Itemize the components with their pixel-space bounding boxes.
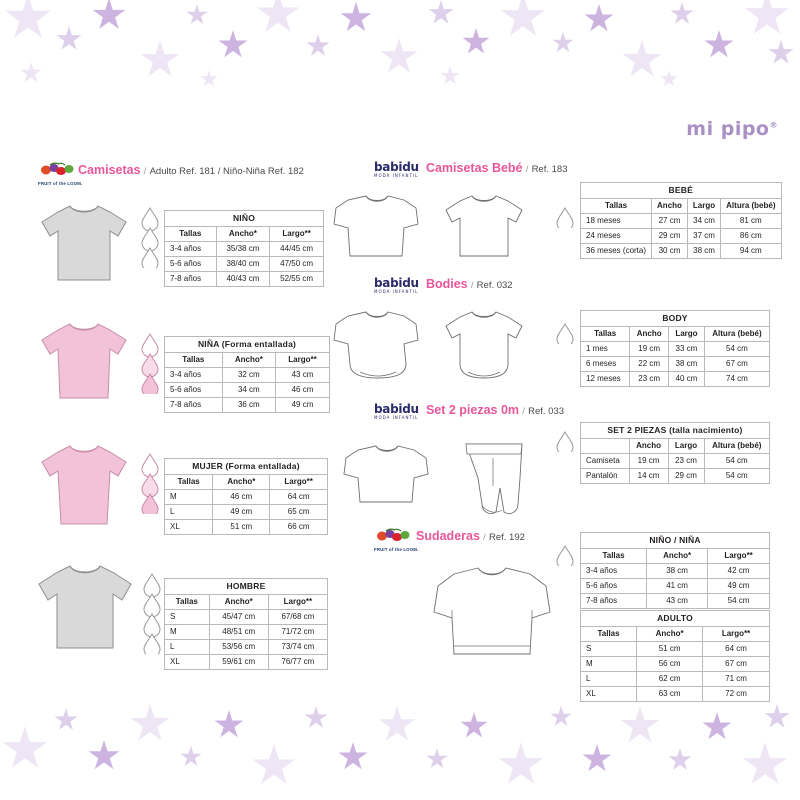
star-icon [186,4,208,26]
cell: 49 cm [708,578,770,593]
cell: 19 cm [629,453,668,468]
table-caption: MUJER (Forma entallada) [165,459,328,475]
column-header: Largo [668,438,704,453]
cell: 29 cm [668,468,704,483]
cell: 27 cm [652,213,688,228]
column-header: Largo** [270,226,324,241]
column-header: Tallas [581,198,652,213]
cell: 23 cm [630,371,669,386]
table-row [165,271,324,286]
cell: XL [165,654,210,669]
table-caption: BODY [581,311,770,327]
cell: 71/72 cm [268,624,327,639]
babidu-logo [374,276,419,294]
star-icon [584,4,614,34]
table-row [581,671,770,686]
column-header: Altura (bebé) [721,198,781,213]
babidu-name: babidu [374,402,419,416]
star-icon [4,0,52,42]
garment-illustration-tshirt-mujer [36,440,132,532]
section-subtitle: Ref. 183 [531,164,568,176]
section-title: Sudaderas [416,529,480,543]
table-row [165,609,328,624]
size-drop-icons-nina [140,332,160,394]
babidu-logo [374,160,419,178]
cell: 46 cm [213,489,270,504]
star-icon [140,40,180,80]
column-header: Ancho* [647,548,708,563]
section-title: Set 2 piezas 0m [425,403,520,418]
star-icon [704,30,734,60]
section-separator: / [525,164,529,176]
column-header: Largo [669,326,705,341]
cell: 47/50 cm [270,256,324,271]
table-row [581,656,770,671]
garment-illustration-sudadera [430,560,554,664]
column-header: Ancho* [213,474,270,489]
cell: 34 cm [222,382,275,397]
cell: L [165,639,210,654]
column-header: Tallas [165,594,210,609]
star-icon [340,2,372,34]
table-row [581,243,782,258]
decorative-star-band-top [0,0,800,110]
star-icon [622,40,662,80]
table-row [165,639,328,654]
cell: 32 cm [222,367,275,382]
cell: 7-8 años [581,593,647,608]
babidu-name: babidu [374,276,419,290]
cell: 81 cm [721,213,781,228]
column-header: Largo** [268,594,327,609]
section-heading-set2 [374,402,564,420]
cell: 33 cm [669,341,705,356]
cell: 7-8 años [165,271,217,286]
section-separator: / [483,532,486,543]
garment-illustration-camiseta-bebe-corta [438,190,530,264]
section-heading-sudaderas [416,529,525,543]
table-caption: HOMBRE [165,579,328,595]
column-header: Altura (bebé) [704,438,769,453]
table-row [581,468,770,483]
cell: 24 meses [581,228,652,243]
cell: 19 cm [630,341,669,356]
cell: XL [165,519,213,534]
star-icon [500,0,546,40]
star-icon [2,726,48,772]
cell: 23 cm [668,453,704,468]
garment-illustration-camiseta-bebe-larga [330,190,426,264]
cell: 86 cm [721,228,781,243]
cell: 3-4 años [165,241,217,256]
size-table-sudadera-nino-nina [580,532,770,609]
table-row [581,686,770,701]
cell: M [581,656,637,671]
table-row [581,453,770,468]
star-icon [702,712,732,742]
star-icon [764,704,790,730]
column-header: Ancho* [209,594,268,609]
table-caption: ADULTO [581,611,770,627]
star-icon [200,70,218,88]
size-drop-icons-nino [140,206,160,268]
table-caption: NIÑO [165,211,324,227]
column-header: Tallas [165,474,213,489]
section-separator: / [143,166,147,177]
cell: 67 cm [703,656,770,671]
star-icon [256,0,300,36]
cell: 36 cm [222,397,275,412]
section-title: Camisetas Bebé [425,161,523,176]
fruit-logo-text: FRUIT of the LOOM. [374,547,419,552]
cell: 64 cm [270,489,328,504]
cell: 40 cm [669,371,705,386]
cell: 52/55 cm [270,271,324,286]
cell: 73/74 cm [268,639,327,654]
garment-illustration-body-manga-larga [330,306,426,384]
cell: 46 cm [276,382,330,397]
star-icon [380,38,418,76]
cell: 65 cm [270,504,328,519]
star-icon [56,26,82,52]
cell: 48/51 cm [209,624,268,639]
table-row [165,654,328,669]
cell: 41 cm [647,578,708,593]
size-table-nina [164,336,330,413]
cell: M [165,624,210,639]
star-icon [426,748,448,770]
star-icon [92,0,126,32]
cell: 53/56 cm [209,639,268,654]
brand-name: mi pipo [686,118,770,140]
cell: 49 cm [213,504,270,519]
section-separator: / [522,406,525,418]
cell: 66 cm [270,519,328,534]
star-icon [130,704,170,744]
column-header: Ancho [629,438,668,453]
column-header [581,438,630,453]
cell: 30 cm [652,243,688,258]
cell: L [165,504,213,519]
cell: 72 cm [703,686,770,701]
table-caption: NIÑA (Forma entallada) [165,337,330,353]
cell: 54 cm [708,593,770,608]
cell: 62 cm [637,671,703,686]
star-icon [214,710,244,740]
size-drop-icons-hombre [142,572,162,654]
cell: 43 cm [276,367,330,382]
table-row [165,397,330,412]
column-header: Tallas [581,626,637,641]
babidu-tagline: MODA INFANTIL [374,173,419,178]
babidu-tagline: MODA INFANTIL [374,415,419,420]
table-row [581,578,770,593]
cell: 5-6 años [165,256,217,271]
size-table-nino [164,210,324,287]
section-title: Bodies [425,277,468,292]
column-header: Tallas [581,326,630,341]
cell: 7-8 años [165,397,223,412]
column-header: Largo** [708,548,770,563]
table-caption: SET 2 PIEZAS (talla nacimiento) [581,423,770,439]
cell: S [165,609,210,624]
table-row [165,241,324,256]
table-row [165,256,324,271]
cell: 14 cm [629,468,668,483]
section-heading-bodies [374,276,513,294]
table-row [165,504,328,519]
cell: 44/45 cm [270,241,324,256]
size-table-bebe [580,182,782,259]
garment-illustration-body-manga-corta [438,306,530,384]
table-caption: BEBÉ [581,183,782,199]
cell: 40/43 cm [216,271,270,286]
section-heading-camisetas-bebe [374,160,567,178]
column-header: Ancho [630,326,669,341]
column-header: Largo** [270,474,328,489]
star-icon [498,742,544,788]
babidu-logo [374,402,419,420]
star-icon [552,32,574,54]
fruit-logo-text: FRUIT of the LOOM. [38,181,83,186]
size-table-set2 [580,422,770,484]
star-icon [582,744,612,774]
cell: Camiseta [581,453,630,468]
star-icon [20,62,42,84]
table-row [581,356,770,371]
star-icon [670,2,694,26]
cell: 54 cm [704,453,769,468]
table-row [581,371,770,386]
size-table-hombre [164,578,328,670]
column-header: Tallas [165,226,217,241]
star-icon [378,706,416,744]
cell: 34 cm [687,213,720,228]
cell: 67/68 cm [268,609,327,624]
cell: 38 cm [647,563,708,578]
column-header: Largo [687,198,720,213]
column-header: Largo** [276,352,330,367]
star-icon [460,712,488,740]
star-icon [440,66,460,86]
column-header: Ancho [652,198,688,213]
star-icon [550,706,572,728]
size-drop-icons-set2 [556,430,574,452]
star-icon [768,40,794,66]
cell: 64 cm [703,641,770,656]
cell: XL [581,686,637,701]
star-icon [620,706,660,746]
garment-illustration-tshirt-hombre [34,560,138,656]
cell: 35/38 cm [216,241,270,256]
cell: 12 meses [581,371,630,386]
garment-illustration-set2-pantalon [452,438,536,524]
cell: Pantalón [581,468,630,483]
star-icon [742,742,788,788]
fruit-of-the-loom-logo-sudaderas [374,528,419,552]
cell: 71 cm [703,671,770,686]
cell: 38 cm [669,356,705,371]
star-icon [462,28,490,56]
cell: S [581,641,637,656]
cell: 36 meses (corta) [581,243,652,258]
column-header: Largo** [703,626,770,641]
cell: 6 meses [581,356,630,371]
table-row [581,641,770,656]
size-drop-icons-mujer [140,452,160,514]
fruit-berries-icon [38,162,80,175]
cell: 38/40 cm [216,256,270,271]
cell: 18 meses [581,213,652,228]
cell: 29 cm [652,228,688,243]
babidu-name: babidu [374,160,419,174]
fruit-of-the-loom-logo-camisetas [38,162,83,186]
cell: 5-6 años [165,382,223,397]
cell: 38 cm [687,243,720,258]
cell: 49 cm [276,397,330,412]
size-drop-icons-body [556,322,574,344]
table-row [581,593,770,608]
cell: 37 cm [687,228,720,243]
section-subtitle: Adulto Ref. 181 / Niño-Niña Ref. 182 [149,166,304,177]
cell: 51 cm [213,519,270,534]
cell: 5-6 años [581,578,647,593]
table-caption: NIÑO / NIÑA [581,533,770,549]
star-icon [54,708,78,732]
column-header: Tallas [165,352,223,367]
size-table-sudadera-adulto [580,610,770,702]
fruit-berries-icon [374,528,416,541]
size-table-mujer [164,458,328,535]
star-icon [88,740,120,772]
brand-trademark: ® [769,120,778,130]
star-icon [304,706,328,730]
size-table-body [580,310,770,387]
cell: 42 cm [708,563,770,578]
section-heading-camisetas [78,163,304,177]
section-title: Camisetas [78,163,141,177]
garment-illustration-tshirt-nina [36,318,132,404]
table-row [165,382,330,397]
table-row [581,563,770,578]
decorative-star-band-bottom [0,700,800,800]
column-header: Ancho* [637,626,703,641]
star-icon [660,70,678,88]
star-icon [306,34,330,58]
column-header: Altura (bebé) [704,326,769,341]
cell: 43 cm [647,593,708,608]
table-row [581,213,782,228]
garment-illustration-tshirt-nino [36,200,132,286]
cell: 45/47 cm [209,609,268,624]
table-row [165,367,330,382]
cell: 22 cm [630,356,669,371]
table-row [581,228,782,243]
babidu-tagline: MODA INFANTIL [374,289,419,294]
star-icon [744,0,790,38]
size-drop-icons-sudadera [556,544,574,566]
cell: 54 cm [704,468,769,483]
section-subtitle: Ref. 032 [476,280,513,292]
cell: 1 mes [581,341,630,356]
cell: 56 cm [637,656,703,671]
cell: 94 cm [721,243,781,258]
star-icon [428,0,454,26]
column-header: Ancho* [216,226,270,241]
cell: 3-4 años [165,367,223,382]
cell: 51 cm [637,641,703,656]
section-separator: / [470,280,474,292]
table-row [581,341,770,356]
star-icon [218,30,248,60]
cell: 54 cm [704,341,769,356]
section-subtitle: Ref. 033 [528,406,565,418]
star-icon [252,744,296,788]
column-header: Tallas [581,548,647,563]
star-icon [180,746,202,768]
cell: M [165,489,213,504]
table-row [165,519,328,534]
cell: 67 cm [704,356,769,371]
cell: 63 cm [637,686,703,701]
cell: 3-4 años [581,563,647,578]
section-subtitle: Ref. 192 [488,532,525,543]
table-row [165,489,328,504]
table-row [165,624,328,639]
cell: 59/61 cm [209,654,268,669]
cell: 76/77 cm [268,654,327,669]
column-header: Ancho* [222,352,275,367]
cell: 74 cm [704,371,769,386]
star-icon [338,742,368,772]
garment-illustration-set2-camiseta [340,438,436,510]
brand-logo [686,118,778,140]
size-drop-icons-bebe [556,206,574,228]
star-icon [668,748,692,772]
cell: L [581,671,637,686]
